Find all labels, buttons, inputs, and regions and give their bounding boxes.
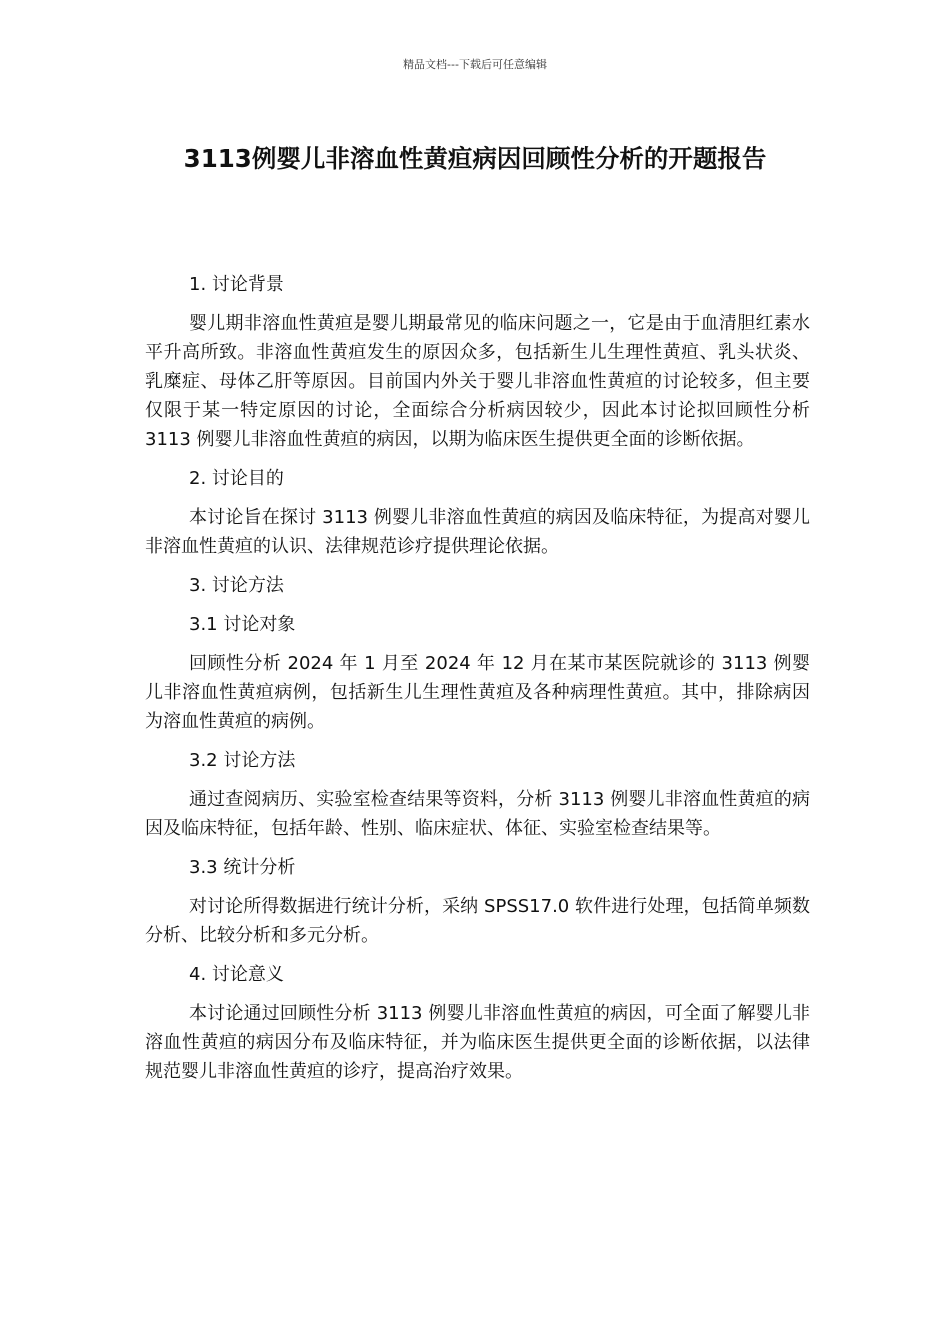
section-text-subjects: 回顾性分析 2024 年 1 月至 2024 年 12 月在某市某医院就诊的 3113 例婴儿非溶血性黄疸病例，包括新生儿生理性黄疸及各种病理性黄疸。其中，排除病因为溶血性黄疸的病例。 [145, 653, 810, 732]
section-text-significance: 本讨论通过回顾性分析 3113 例婴儿非溶血性黄疸的病因，可全面了解婴儿非溶血性黄疸的病因分布及临床特征，并为临床医生提供更全面的诊断依据，以法律规范婴儿非溶血性黄疸的诊疗，提高治疗效果。 [145, 1003, 810, 1082]
header-note: 精品文档---下载后可任意编辑 [403, 58, 547, 71]
section-heading-purpose: 2. 讨论目的 [189, 468, 284, 489]
section-heading-background: 1. 讨论背景 [189, 274, 284, 295]
section-heading-significance: 4. 讨论意义 [189, 964, 284, 985]
section-text-statistics: 对讨论所得数据进行统计分析，采纳 SPSS17.0 软件进行处理，包括简单频数分析、比较分析和多元分析。 [145, 896, 810, 946]
document-title: 3113例婴儿非溶血性黄疸病因回顾性分析的开题报告 [183, 144, 767, 173]
section-text-background: 婴儿期非溶血性黄疸是婴儿期最常见的临床问题之一，它是由于血清胆红素水平升高所致。非溶血性黄疸发生的原因众多，包括新生儿生理性黄疸、乳头状炎、乳糜症、母体乙肝等原因。目前国内外关于婴儿非溶血性黄疸的讨论较多，但主要仅限于某一特定原因的讨论，全面综合分析病因较少，因此本讨论拟回顾性分析 3113 例婴儿非溶血性黄疸的病因，以期为临床医生提供更全面的诊断依据。 [145, 313, 810, 450]
section-heading-approach: 3.2 讨论方法 [189, 750, 296, 771]
section-heading-statistics: 3.3 统计分析 [189, 857, 296, 878]
section-text-purpose: 本讨论旨在探讨 3113 例婴儿非溶血性黄疸的病因及临床特征，为提高对婴儿非溶血性黄疸的认识、法律规范诊疗提供理论依据。 [145, 507, 810, 557]
section-heading-methods: 3. 讨论方法 [189, 575, 284, 596]
section-heading-subjects: 3.1 讨论对象 [189, 614, 296, 635]
document-body [145, 270, 810, 1096]
section-text-approach: 通过查阅病历、实验室检查结果等资料，分析 3113 例婴儿非溶血性黄疸的病因及临床特征，包括年龄、性别、临床症状、体征、实验室检查结果等。 [145, 789, 810, 839]
